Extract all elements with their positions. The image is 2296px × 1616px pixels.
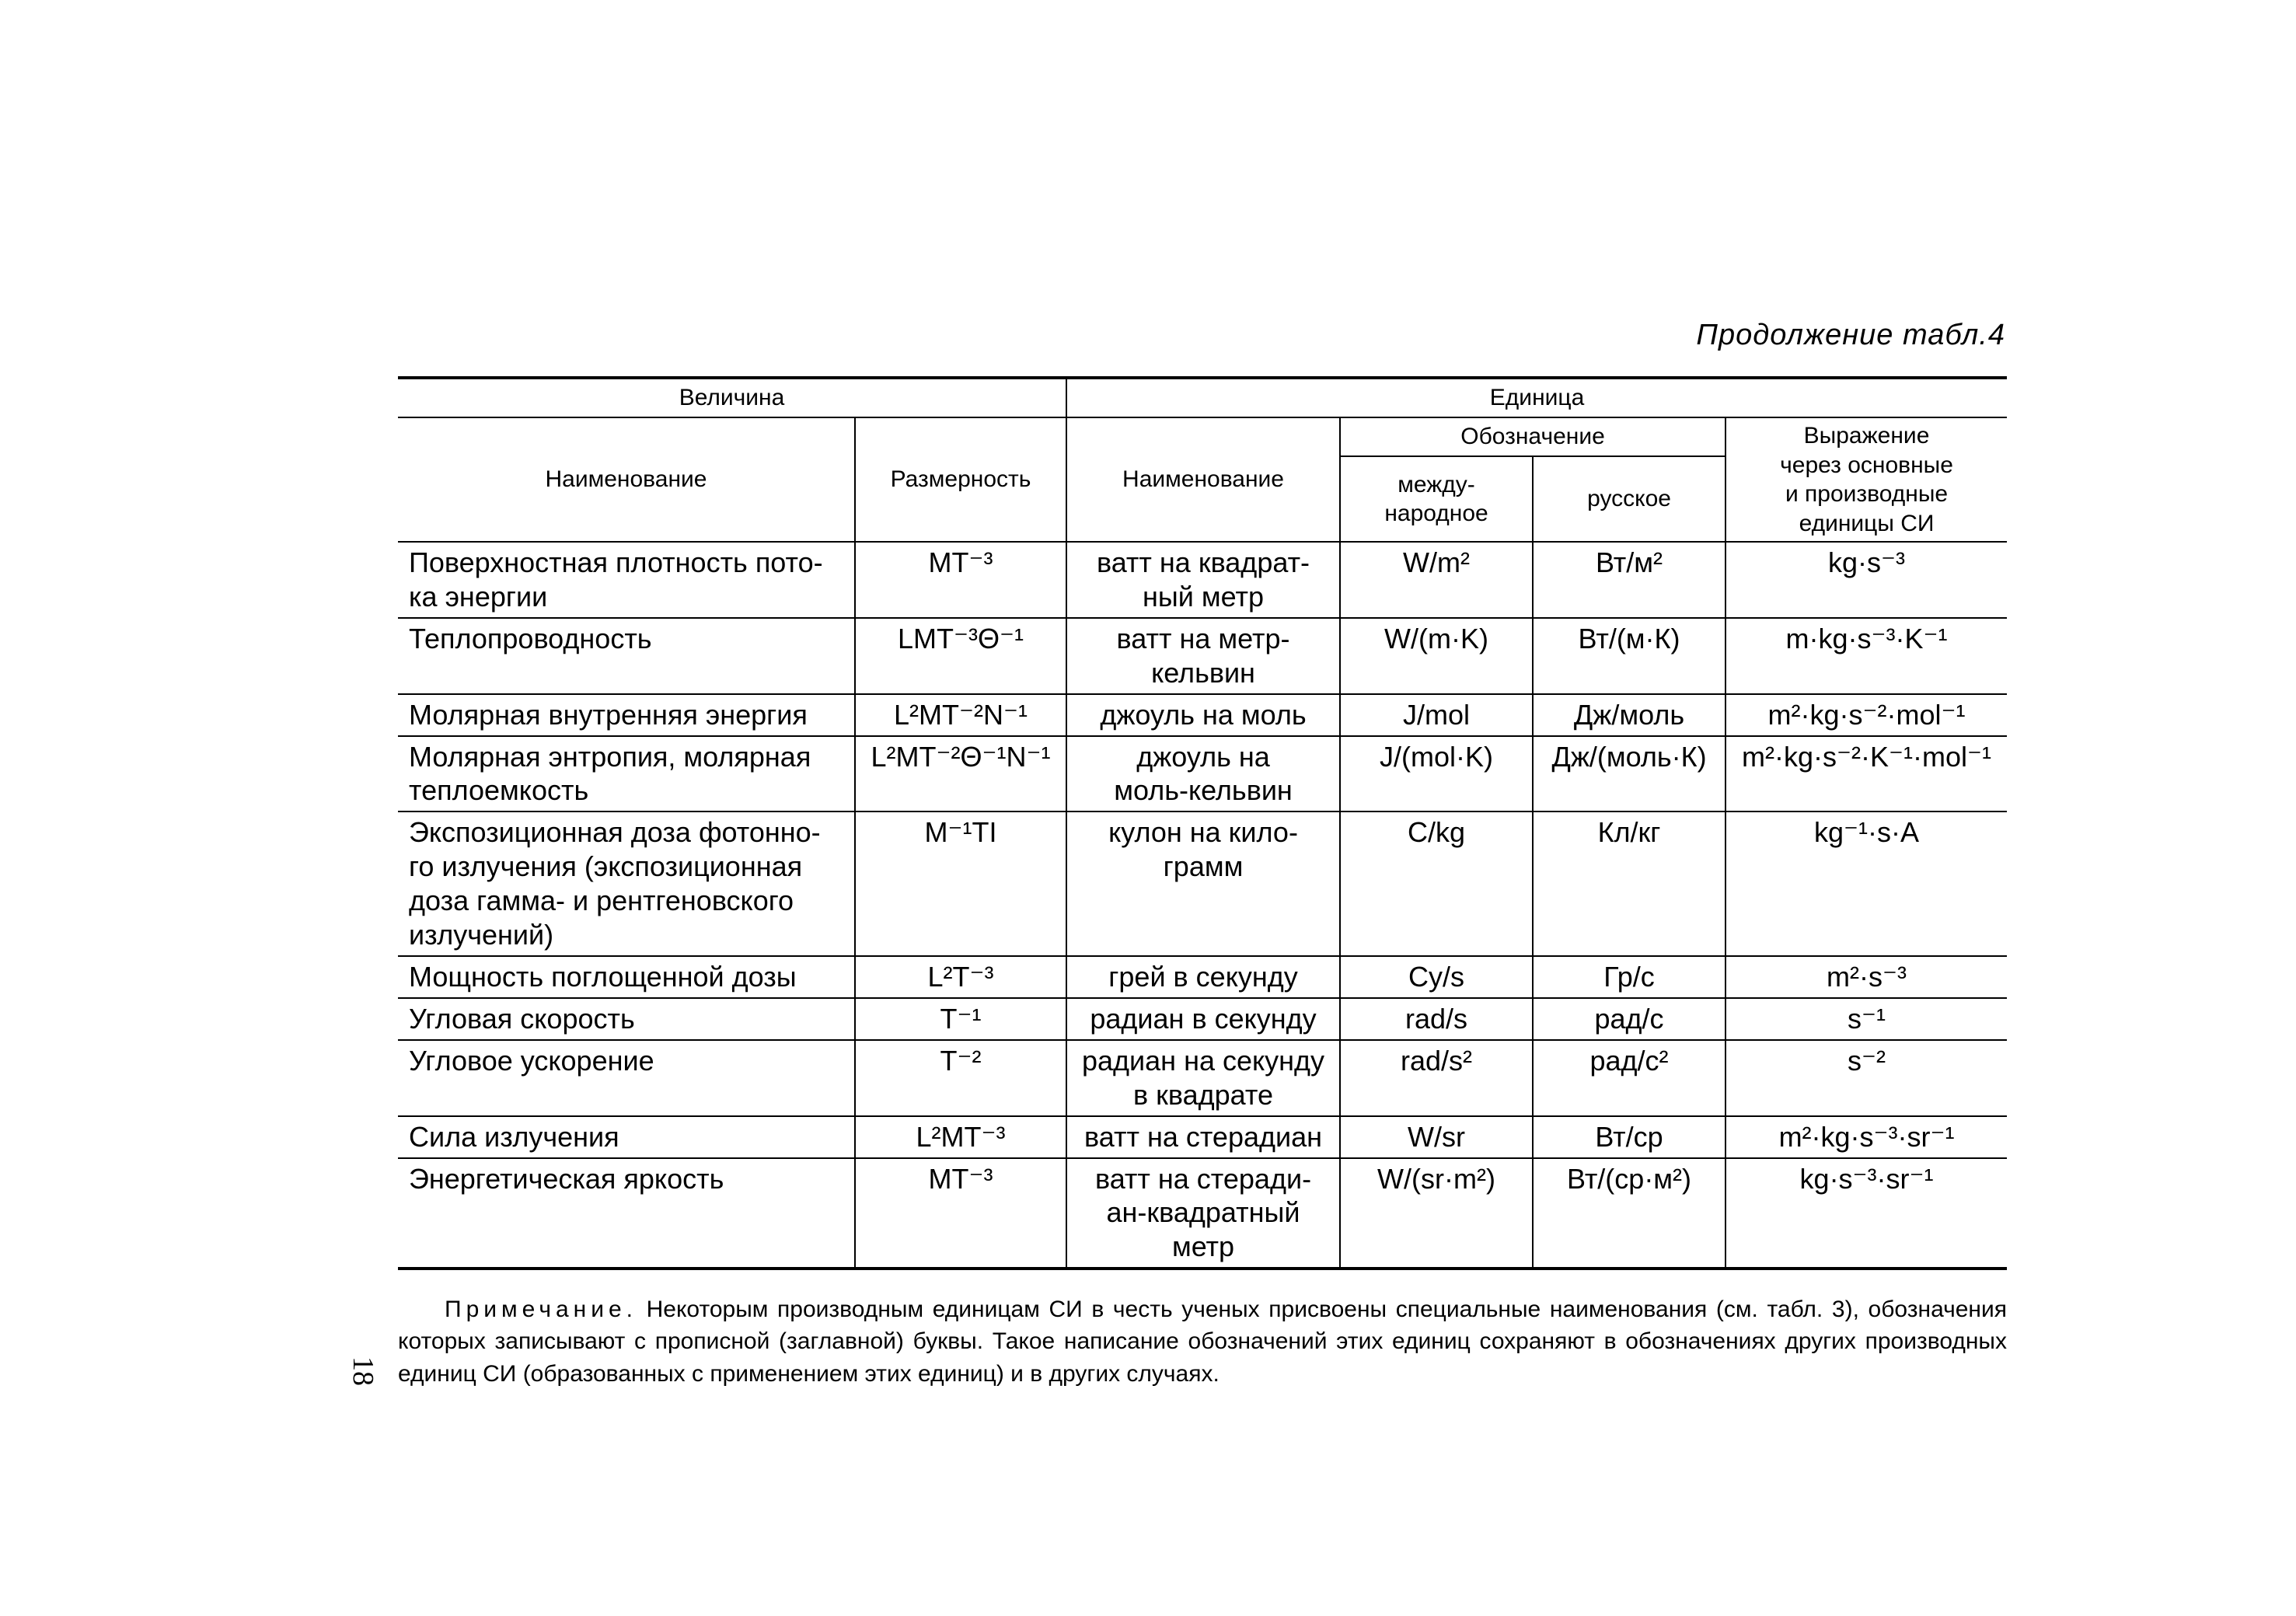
header-quantity-name: Наименование (398, 417, 855, 542)
cell-unit: грей в секунду (1066, 956, 1340, 998)
cell-intl: rad/s (1340, 998, 1533, 1040)
header-quantity: Величина (398, 378, 1066, 417)
cell-dim: MT⁻³ (855, 542, 1066, 618)
cell-unit: ватт на метр- кельвин (1066, 618, 1340, 694)
cell-expr: m²·kg·s⁻³·sr⁻¹ (1725, 1116, 2007, 1158)
cell-rus: Гр/с (1533, 956, 1725, 998)
cell-unit: джоуль на моль-кельвин (1066, 736, 1340, 812)
cell-name: Угловая скорость (398, 998, 855, 1040)
cell-name: Теплопроводность (398, 618, 855, 694)
cell-name: Энергетическая яркость (398, 1158, 855, 1269)
cell-expr: m²·kg·s⁻²·mol⁻¹ (1725, 694, 2007, 736)
cell-unit: кулон на кило- грамм (1066, 811, 1340, 956)
table-note (398, 1293, 2007, 1390)
cell-unit: радиан на секунду в квадрате (1066, 1040, 1340, 1116)
cell-dim: T⁻¹ (855, 998, 1066, 1040)
header-dimension: Размерность (855, 417, 1066, 542)
cell-intl: rad/s² (1340, 1040, 1533, 1116)
table-row (398, 736, 2007, 812)
table-continuation-label: Продолжение табл.4 (1696, 319, 2005, 351)
cell-dim: L²MT⁻³ (855, 1116, 1066, 1158)
cell-rus: Дж/(моль·К) (1533, 736, 1725, 812)
cell-intl: J/(mol·K) (1340, 736, 1533, 812)
cell-rus: Дж/моль (1533, 694, 1725, 736)
cell-name: Молярная внутренняя энергия (398, 694, 855, 736)
header-expression: Выражение через основные и производные единицы СИ (1725, 417, 2007, 542)
cell-name: Молярная энтропия, молярная теплоемкость (398, 736, 855, 812)
header-russian: русское (1533, 456, 1725, 542)
cell-unit: ватт на стерадиан (1066, 1116, 1340, 1158)
cell-expr: kg·s⁻³·sr⁻¹ (1725, 1158, 2007, 1269)
note-text: Некоторым производным единицам СИ в честь ученых присвоены специальные наименования (см. табл. 3), обозначения которых записывают с прописной (заглавной) буквы. Такое написание обозначений этих единиц сохраняют в обозначениях других производных единиц СИ (образованных с применением этих единиц) и в других случаях. (398, 1297, 2007, 1387)
cell-intl: C/kg (1340, 811, 1533, 956)
cell-unit: ватт на квадрат- ный метр (1066, 542, 1340, 618)
cell-dim: L²MT⁻²N⁻¹ (855, 694, 1066, 736)
units-table (398, 376, 2007, 1270)
table-row (398, 1158, 2007, 1269)
table-row (398, 1040, 2007, 1116)
cell-rus: Вт/м² (1533, 542, 1725, 618)
header-designation: Обозначение (1340, 417, 1725, 456)
note-label: Примечание. (445, 1297, 637, 1322)
cell-rus: рад/с² (1533, 1040, 1725, 1116)
cell-expr: m²·kg·s⁻²·K⁻¹·mol⁻¹ (1725, 736, 2007, 812)
header-unit: Единица (1066, 378, 2007, 417)
table-row (398, 694, 2007, 736)
cell-dim: M⁻¹TI (855, 811, 1066, 956)
cell-rus: Вт/(ср·м²) (1533, 1158, 1725, 1269)
cell-name: Сила излучения (398, 1116, 855, 1158)
cell-expr: kg·s⁻³ (1725, 542, 2007, 618)
cell-unit: ватт на стеради- ан-квадратный метр (1066, 1158, 1340, 1269)
cell-dim: MT⁻³ (855, 1158, 1066, 1269)
cell-intl: Cy/s (1340, 956, 1533, 998)
cell-unit: джоуль на моль (1066, 694, 1340, 736)
cell-rus: Вт/(м·К) (1533, 618, 1725, 694)
cell-expr: s⁻¹ (1725, 998, 2007, 1040)
cell-name: Экспозиционная доза фотонно- го излучения (экспозиционная доза гамма- и рентгеновского излучений) (398, 811, 855, 956)
cell-intl: W/sr (1340, 1116, 1533, 1158)
cell-rus: Вт/ср (1533, 1116, 1725, 1158)
cell-rus: Кл/кг (1533, 811, 1725, 956)
cell-dim: L²MT⁻²Θ⁻¹N⁻¹ (855, 736, 1066, 812)
header-international: между- народное (1340, 456, 1533, 542)
page-number: 18 (347, 1356, 379, 1386)
table-row (398, 1116, 2007, 1158)
cell-name: Угловое ускорение (398, 1040, 855, 1116)
table-row (398, 542, 2007, 618)
cell-expr: m²·s⁻³ (1725, 956, 2007, 998)
cell-dim: L²T⁻³ (855, 956, 1066, 998)
table-row (398, 811, 2007, 956)
cell-name: Мощность поглощенной дозы (398, 956, 855, 998)
cell-rus: рад/с (1533, 998, 1725, 1040)
table-row (398, 956, 2007, 998)
cell-dim: T⁻² (855, 1040, 1066, 1116)
cell-expr: kg⁻¹·s·A (1725, 811, 2007, 956)
table-row (398, 618, 2007, 694)
cell-intl: W/(sr·m²) (1340, 1158, 1533, 1269)
header-unit-name: Наименование (1066, 417, 1340, 542)
cell-name: Поверхностная плотность пото- ка энергии (398, 542, 855, 618)
cell-intl: W/m² (1340, 542, 1533, 618)
cell-expr: m·kg·s⁻³·K⁻¹ (1725, 618, 2007, 694)
cell-intl: J/mol (1340, 694, 1533, 736)
cell-dim: LMT⁻³Θ⁻¹ (855, 618, 1066, 694)
table-row (398, 998, 2007, 1040)
cell-expr: s⁻² (1725, 1040, 2007, 1116)
table-body (398, 542, 2007, 1269)
cell-unit: радиан в секунду (1066, 998, 1340, 1040)
cell-intl: W/(m·K) (1340, 618, 1533, 694)
